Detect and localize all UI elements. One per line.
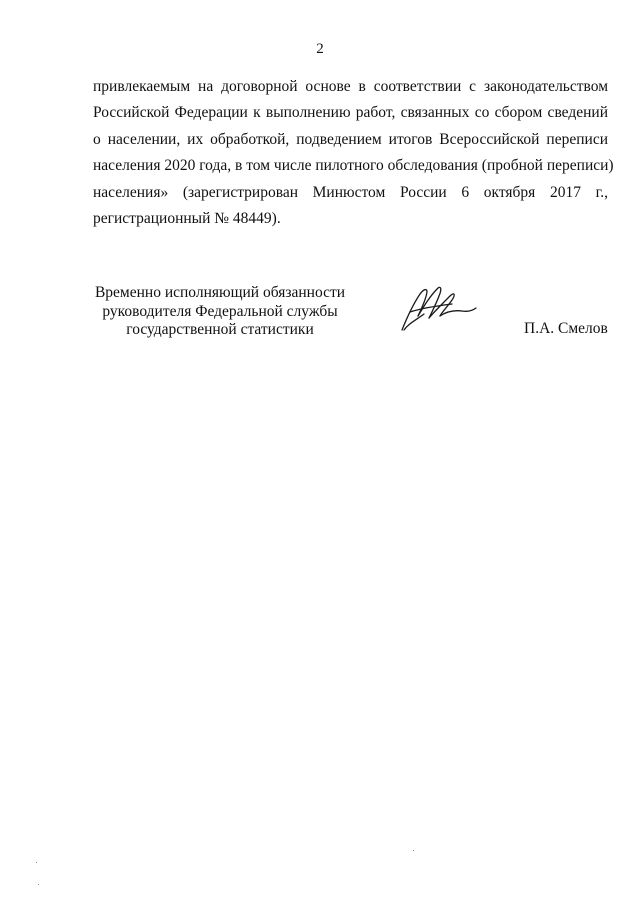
paragraph-line: привлекаемым на договорной основе в соответствии с законодательством: [93, 78, 608, 95]
handwritten-signature: [396, 284, 480, 334]
scan-speck: [413, 850, 414, 851]
paragraph-line: Российской Федерации к выполнению работ, связанных со сбором сведений: [93, 104, 608, 122]
paragraph-line: населения 2020 года, в том числе пилотного обследования (пробной переписи): [93, 157, 614, 175]
scan-speck: [38, 884, 39, 885]
signatory-position-line: Временно исполняющий обязанности: [94, 284, 346, 301]
paragraph-line: населения» (зарегистрирован Минюстом России 6 октября 2017 г.,: [93, 183, 608, 201]
signatory-position-line: руководителя Федеральной службы: [102, 302, 338, 320]
signatory-position-line: государственной статистики: [126, 321, 314, 339]
page-number: 2: [316, 41, 324, 57]
paragraph-line: регистрационный № 48449).: [93, 209, 281, 227]
body-paragraph: [93, 74, 614, 232]
signatory-position: [82, 284, 358, 340]
signer-name: П.А. Смелов: [524, 320, 608, 337]
scan-speck: [36, 862, 37, 863]
paragraph-line: о населении, их обработкой, подведением итогов Всероссийской переписи: [93, 130, 608, 148]
